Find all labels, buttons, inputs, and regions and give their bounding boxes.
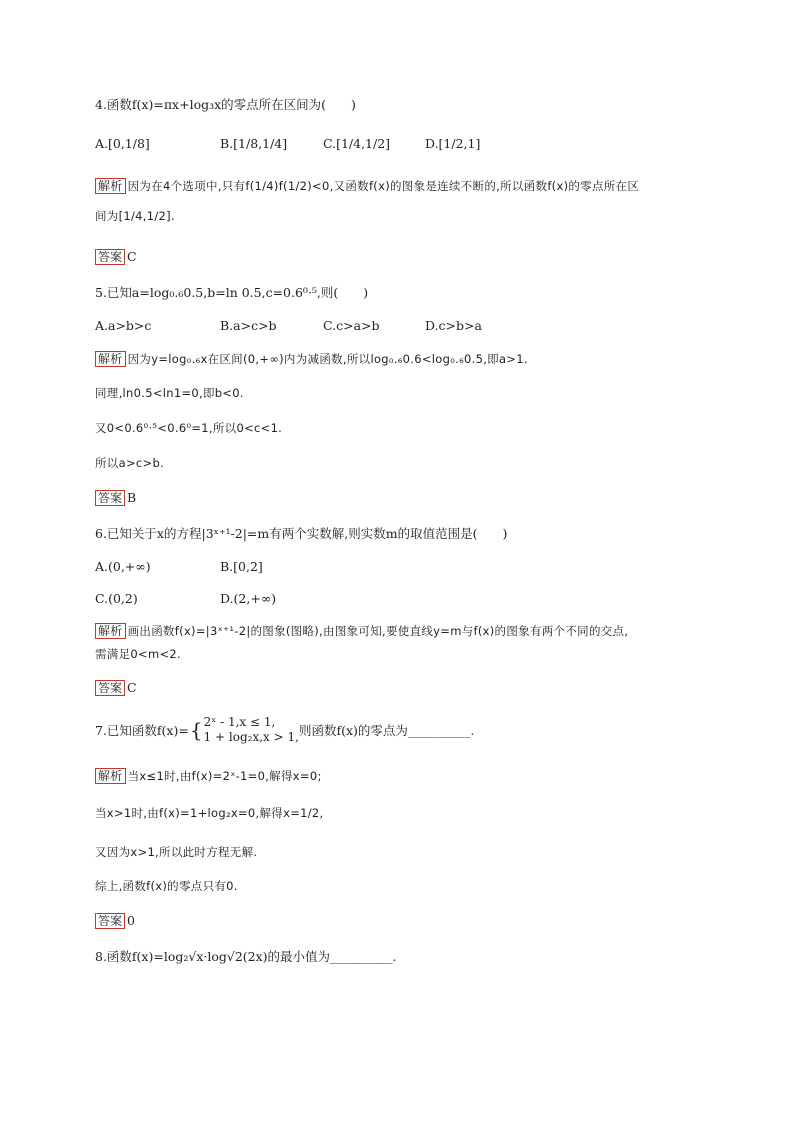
q6-option-b: B.[0,2] <box>220 559 263 574</box>
q6-answer: 答案 C <box>95 679 137 697</box>
q5-analysis-line-4: 所以a>c>b. <box>95 456 164 470</box>
question-5-stem: 5.已知a=log₀.₆0.5,b=ln 0.5,c=0.6⁰·⁵,则( ) <box>95 285 369 300</box>
q7-analysis-line-2: 当x>1时,由f(x)=1+log₂x=0,解得x=1/2, <box>95 806 324 820</box>
question-8-stem: 8.函数f(x)=log₂√x·log√2(2x)的最小值为__________. <box>95 949 397 964</box>
q4-answer: 答案 C <box>95 248 137 266</box>
q7-answer: 答案 0 <box>95 912 135 930</box>
q6-option-d: D.(2,+∞) <box>220 591 277 606</box>
q5-option-a: A.a>b>c <box>95 318 152 333</box>
q5-analysis-line-1: 解析 因为y=log₀.₆x在区间(0,+∞)内为减函数,所以log₀.₆0.6<log₀.₆0.5,即a>1. <box>95 350 528 368</box>
q5-option-c: C.c>a>b <box>323 318 380 333</box>
question-4-stem: 4.函数f(x)=πx+log₃x的零点所在区间为( ) <box>95 97 356 112</box>
answer-tag: 答案 <box>95 249 125 265</box>
q6-analysis-line-1: 解析 画出函数f(x)=|3ˣ⁺¹-2|的图象(图略),由图象可知,要使直线y=m与f(x)的图象有两个不同的交点, <box>95 622 628 640</box>
q4-analysis-line-1: 解析 因为在4个选项中,只有f(1/4)f(1/2)<0,又函数f(x)的图象是连续不断的,所以函数f(x)的零点所在区 <box>95 177 639 195</box>
analysis-tag: 解析 <box>95 623 126 639</box>
q6-option-a: A.(0,+∞) <box>95 559 151 574</box>
question-7-stem: 7.已知函数f(x)= { 2ˣ - 1,x ≤ 1, 1 + log₂x,x > 1, 则函数f(x)的零点为__________. <box>95 715 475 744</box>
analysis-tag: 解析 <box>95 768 126 784</box>
q6-option-c: C.(0,2) <box>95 591 138 606</box>
question-6-stem: 6.已知关于x的方程|3ˣ⁺¹-2|=m有两个实数解,则实数m的取值范围是( ) <box>95 526 508 541</box>
analysis-tag: 解析 <box>95 351 126 367</box>
answer-tag: 答案 <box>95 680 125 696</box>
piecewise-definition: 2ˣ - 1,x ≤ 1, 1 + log₂x,x > 1, <box>203 715 299 744</box>
q5-option-d: D.c>b>a <box>425 318 482 333</box>
q7-analysis-line-1: 解析 当x≤1时,由f(x)=2ˣ-1=0,解得x=0; <box>95 767 322 785</box>
q6-analysis-line-2: 需满足0<m<2. <box>95 647 181 661</box>
answer-tag: 答案 <box>95 490 125 506</box>
piecewise-brace: { <box>189 718 203 742</box>
analysis-tag: 解析 <box>95 178 126 194</box>
q4-analysis-line-2: 间为[1/4,1/2]. <box>95 209 175 223</box>
q5-option-b: B.a>c>b <box>220 318 277 333</box>
q4-option-d: D.[1/2,1] <box>425 136 481 151</box>
q4-option-c: C.[1/4,1/2] <box>323 136 391 151</box>
q5-analysis-line-3: 又0<0.6⁰·⁵<0.6⁰=1,所以0<c<1. <box>95 421 283 435</box>
q5-answer: 答案 B <box>95 489 136 507</box>
q7-analysis-line-4: 综上,函数f(x)的零点只有0. <box>95 879 238 893</box>
q7-analysis-line-3: 又因为x>1,所以此时方程无解. <box>95 845 258 859</box>
q4-option-a: A.[0,1/8] <box>95 136 150 151</box>
q4-option-b: B.[1/8,1/4] <box>220 136 288 151</box>
answer-tag: 答案 <box>95 913 125 929</box>
q5-analysis-line-2: 同理,ln0.5<ln1=0,即b<0. <box>95 386 244 400</box>
